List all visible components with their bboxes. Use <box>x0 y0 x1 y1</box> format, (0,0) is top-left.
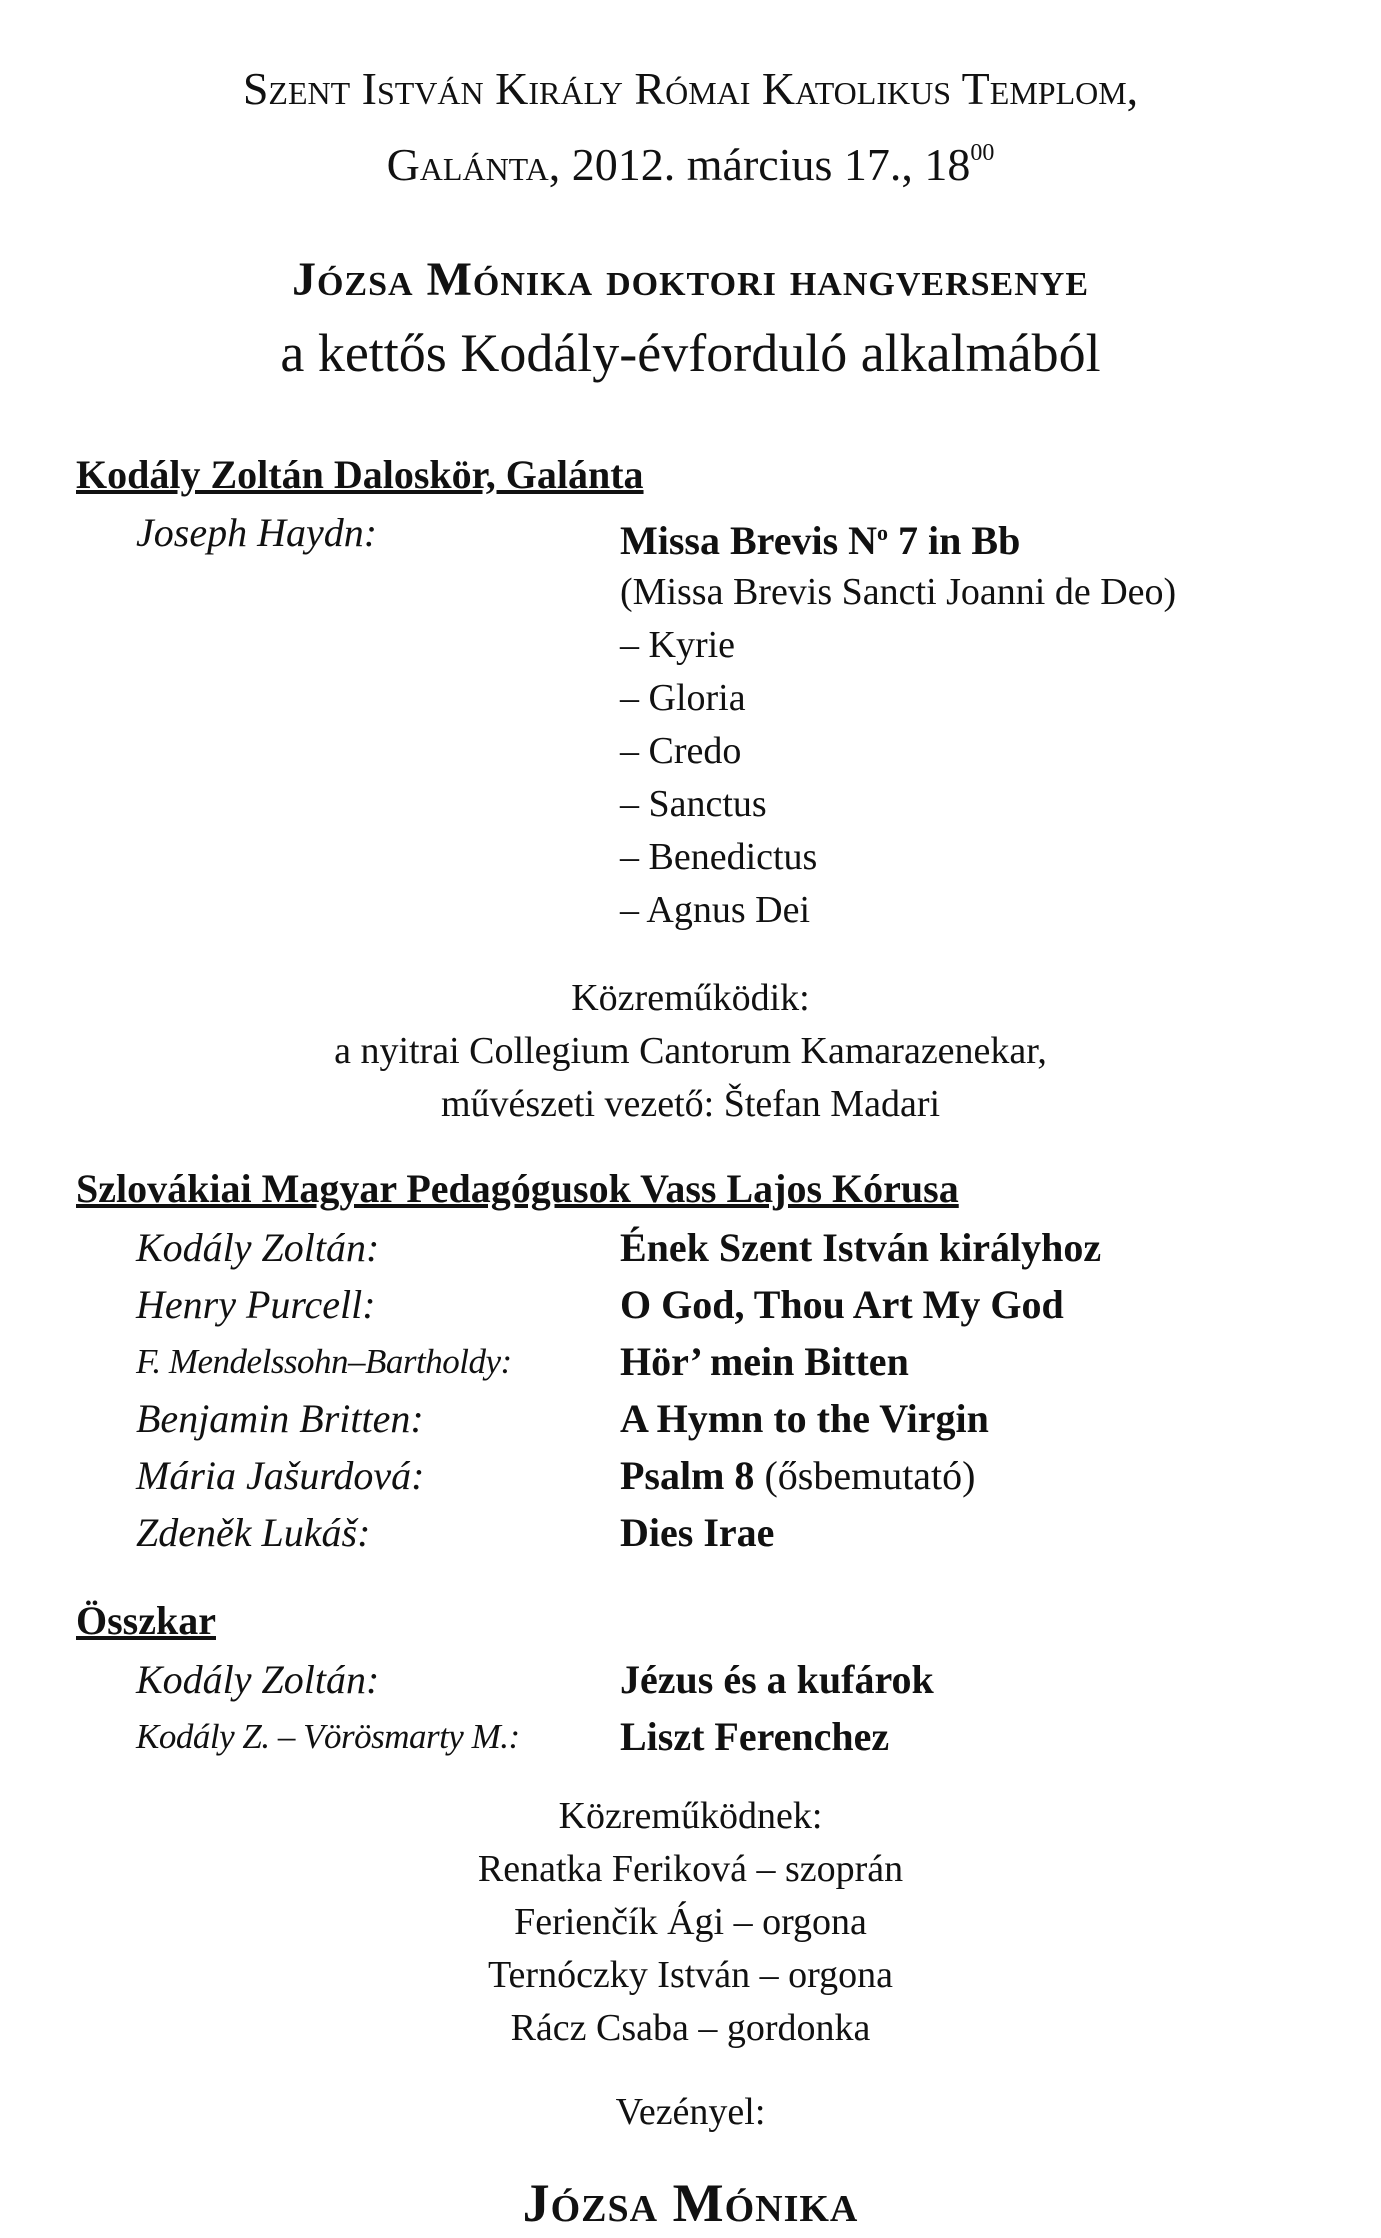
program-row <box>0 1709 1381 1765</box>
concert-title: Józsa Mónika doktori hangversenye <box>291 253 1090 306</box>
composer-name: Mária Jašurdová: <box>136 1453 425 1498</box>
program-row <box>0 1334 1381 1390</box>
credits-line: Rácz Csaba – gordonka <box>510 2007 871 2049</box>
work-title: O God, Thou Art My God <box>620 1282 1064 1327</box>
work-title-part: Missa Brevis N <box>620 518 878 563</box>
program-row <box>0 1277 1381 1333</box>
premiere-note: (ősbemutató) <box>754 1453 976 1498</box>
program-row <box>0 1391 1381 1447</box>
composer-name: Kodály Z. – Vörösmarty M.: <box>136 1717 520 1756</box>
work-title-part: 7 in Bb <box>888 518 1021 563</box>
credits-line: a nyitrai Collegium Cantorum Kamarazenekar, <box>334 1030 1047 1072</box>
credits-line: művészeti vezető: Štefan Madari <box>440 1083 941 1125</box>
work-title-text: Psalm 8 <box>620 1453 755 1498</box>
work-subtitle: (Missa Brevis Sancti Joanni de Deo) <box>620 571 1177 613</box>
program-row <box>0 1448 1381 1504</box>
section-heading-vass-lajos-korus: Szlovákiai Magyar Pedagógusok Vass Lajos Kórusa <box>76 1166 959 1211</box>
work-title: Ének Szent István királyhoz <box>620 1225 1102 1270</box>
composer-name: Henry Purcell: <box>136 1282 376 1327</box>
work-title: Hör’ mein Bitten <box>620 1339 909 1384</box>
venue-line: Szent István Király Római Katolikus Templom, <box>242 63 1139 114</box>
work-title: Dies Irae <box>620 1510 775 1555</box>
composer-name: Joseph Haydn: <box>136 510 378 555</box>
event-date: , 2012. március 17., 18 <box>548 139 971 190</box>
credits-line: Renatka Feriková – szoprán <box>477 1848 904 1890</box>
program-row <box>0 1220 1381 1276</box>
place-name: Galánta <box>386 139 549 190</box>
movement-item: – Agnus Dei <box>620 889 810 931</box>
movement-item: – Sanctus <box>620 783 767 825</box>
work-number-sign: o <box>877 520 889 545</box>
program-row <box>0 505 1381 561</box>
work-title <box>620 505 1020 569</box>
place-date-line <box>0 122 1381 196</box>
concert-subtitle: a kettős Kodály-évforduló alkalmából <box>280 323 1101 383</box>
work-title: Liszt Ferenchez <box>620 1714 890 1759</box>
program-row <box>0 1652 1381 1708</box>
work-title <box>620 1448 976 1504</box>
credits-label: Közreműködik: <box>571 977 810 1019</box>
section-heading-osszkar: Összkar <box>76 1598 216 1643</box>
program-row <box>0 1505 1381 1561</box>
credits-line: Ternóczky István – orgona <box>487 1954 893 1996</box>
composer-name: Kodály Zoltán: <box>136 1225 380 1270</box>
movement-item: – Gloria <box>620 677 746 719</box>
movement-item: – Benedictus <box>620 836 818 878</box>
composer-name: Benjamin Britten: <box>136 1396 424 1441</box>
composer-name: Kodály Zoltán: <box>136 1657 380 1702</box>
conductor-label: Vezényel: <box>615 2091 766 2133</box>
event-time-minutes: 00 <box>970 140 995 166</box>
composer-name: F. Mendelssohn–Bartholdy: <box>136 1342 512 1381</box>
movement-item: – Kyrie <box>620 624 736 666</box>
credits-label: Közreműködnek: <box>558 1795 823 1837</box>
section-heading-dalos-kor: Kodály Zoltán Daloskör, Galánta <box>76 452 644 497</box>
composer-name: Zdeněk Lukáš: <box>136 1510 371 1555</box>
conductor-name: Józsa Mónika <box>522 2173 859 2233</box>
credits-line: Ferienčík Ági – orgona <box>514 1901 867 1943</box>
movement-item: – Credo <box>620 730 742 772</box>
work-title: A Hymn to the Virgin <box>620 1396 989 1441</box>
work-title: Jézus és a kufárok <box>620 1657 934 1702</box>
